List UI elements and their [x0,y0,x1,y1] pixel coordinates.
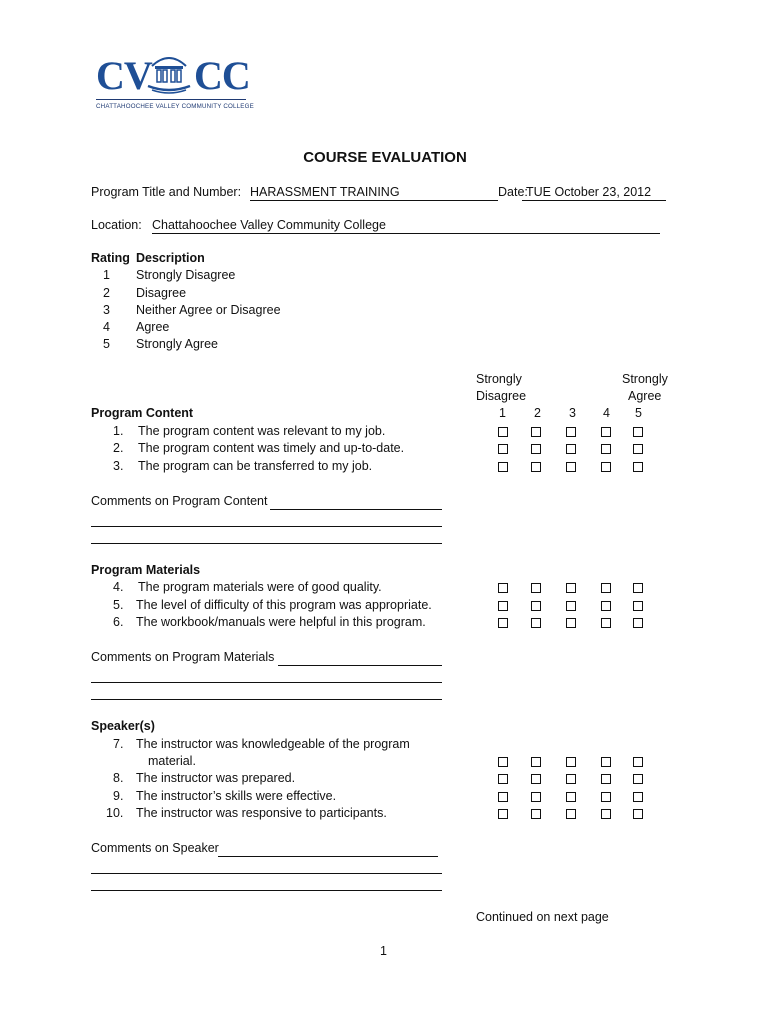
question-text: The program content was relevant to my job. [138,424,386,438]
question-text-continued: material. [148,754,196,768]
rating-checkbox-1[interactable] [498,774,508,784]
scale-number: 4 [603,406,610,420]
page-number: 1 [380,944,387,958]
section-heading-program-materials: Program Materials [91,563,201,577]
continued-note: Continued on next page [476,910,609,924]
logo-left-letters: CV [96,53,152,98]
legend-rating-description: Disagree [136,286,187,300]
rating-checkbox-4[interactable] [601,444,611,454]
comment-line[interactable] [91,890,442,891]
rating-checkbox-5[interactable] [633,809,643,819]
comments-label-speaker: Comments on Speaker [91,841,219,855]
question-number: 4. [113,580,124,594]
scale-left-label-top: Strongly [476,372,522,386]
rating-checkbox-2[interactable] [531,583,541,593]
comments-label-program-content: Comments on Program Content [91,494,268,508]
section-heading-speakers: Speaker(s) [91,719,155,733]
rating-checkbox-3[interactable] [566,757,576,767]
comments-label-program-materials: Comments on Program Materials [91,650,275,664]
scale-right-label-bottom: Agree [628,389,662,403]
question-text: The workbook/manuals were helpful in this program. [136,615,426,629]
question-text: The program content was timely and up-to-date. [138,441,405,455]
legend-rating-number: 5 [103,337,110,351]
rating-checkbox-4[interactable] [601,792,611,802]
question-text: The instructor was prepared. [136,771,296,785]
rating-checkbox-3[interactable] [566,427,576,437]
rating-checkbox-4[interactable] [601,757,611,767]
legend-rating-number: 1 [103,268,110,282]
legend-rating-number: 3 [103,303,110,317]
question-number: 6. [113,615,124,629]
legend-description-header: Description [136,251,205,265]
date-label: Date: [498,185,528,199]
comment-line[interactable] [91,526,442,527]
legend-rating-header: Rating [91,251,130,265]
comment-line[interactable] [91,873,442,874]
scale-left-label-bottom: Disagree [476,389,527,403]
rating-checkbox-4[interactable] [601,583,611,593]
location-underline [152,233,660,234]
logo-right-letters: CC [194,53,250,98]
scale-number: 5 [635,406,642,420]
comment-line[interactable] [270,509,442,510]
comment-line[interactable] [91,543,442,544]
rating-checkbox-4[interactable] [601,809,611,819]
rating-checkbox-2[interactable] [531,444,541,454]
rating-checkbox-5[interactable] [633,757,643,767]
rating-checkbox-5[interactable] [633,792,643,802]
rating-checkbox-3[interactable] [566,774,576,784]
logo-caption: CHATTAHOOCHEE VALLEY COMMUNITY COLLEGE [96,103,254,110]
program-title-value: HARASSMENT TRAINING [250,185,400,199]
program-title-label: Program Title and Number: [91,185,242,199]
rating-checkbox-5[interactable] [633,618,643,628]
program-title-underline [250,200,498,201]
rating-checkbox-4[interactable] [601,601,611,611]
rating-checkbox-2[interactable] [531,809,541,819]
rating-checkbox-3[interactable] [566,583,576,593]
rating-checkbox-1[interactable] [498,462,508,472]
question-number: 3. [113,459,124,473]
legend-rating-number: 2 [103,286,110,300]
location-value: Chattahoochee Valley Community College [152,218,386,232]
date-value: TUE October 23, 2012 [526,185,652,199]
legend-rating-description: Agree [136,320,170,334]
rating-checkbox-3[interactable] [566,444,576,454]
rating-checkbox-1[interactable] [498,757,508,767]
rating-checkbox-2[interactable] [531,601,541,611]
rating-checkbox-5[interactable] [633,774,643,784]
rating-checkbox-1[interactable] [498,792,508,802]
scale-number: 1 [499,406,506,420]
rating-checkbox-1[interactable] [498,444,508,454]
question-number: 1. [113,424,124,438]
rating-checkbox-1[interactable] [498,601,508,611]
question-text: The program materials were of good quality. [138,580,382,594]
question-number: 5. [113,598,124,612]
rating-checkbox-2[interactable] [531,618,541,628]
question-number: 10. [106,806,124,820]
scale-number: 3 [569,406,576,420]
rating-checkbox-3[interactable] [566,809,576,819]
rating-checkbox-3[interactable] [566,601,576,611]
rating-checkbox-4[interactable] [601,427,611,437]
rating-checkbox-5[interactable] [633,462,643,472]
legend-rating-description: Strongly Agree [136,337,218,351]
logo-rule [96,99,246,100]
question-text: The instructor was knowledgeable of the program [136,737,410,751]
legend-rating-description: Neither Agree or Disagree [136,303,281,317]
comment-line[interactable] [91,682,442,683]
rating-checkbox-2[interactable] [531,757,541,767]
section-heading-program-content: Program Content [91,406,194,420]
rating-checkbox-5[interactable] [633,583,643,593]
question-number: 2. [113,441,124,455]
scale-number: 2 [534,406,541,420]
rating-checkbox-5[interactable] [633,427,643,437]
rating-checkbox-4[interactable] [601,462,611,472]
scale-right-label-top: Strongly [622,372,668,386]
college-logo [94,42,254,118]
rating-checkbox-1[interactable] [498,583,508,593]
question-text: The program can be transferred to my job. [138,459,373,473]
rating-checkbox-3[interactable] [566,618,576,628]
rating-checkbox-4[interactable] [601,774,611,784]
question-text: The level of difficulty of this program was appropriate. [136,598,432,612]
rating-checkbox-3[interactable] [566,462,576,472]
rating-checkbox-1[interactable] [498,618,508,628]
question-text: The instructor was responsive to participants. [136,806,387,820]
rating-checkbox-5[interactable] [633,444,643,454]
rating-checkbox-1[interactable] [498,809,508,819]
rating-checkbox-2[interactable] [531,427,541,437]
page-title: COURSE EVALUATION [303,149,467,166]
question-number: 7. [113,737,124,751]
rating-checkbox-3[interactable] [566,792,576,802]
date-underline [522,200,666,201]
question-number: 9. [113,789,124,803]
building-emblem-icon [146,48,192,94]
rating-checkbox-4[interactable] [601,618,611,628]
rating-checkbox-2[interactable] [531,792,541,802]
rating-checkbox-5[interactable] [633,601,643,611]
legend-rating-number: 4 [103,320,110,334]
location-label: Location: [91,218,142,232]
comment-line[interactable] [91,699,442,700]
question-number: 8. [113,771,124,785]
rating-checkbox-1[interactable] [498,427,508,437]
rating-checkbox-2[interactable] [531,774,541,784]
comment-line[interactable] [218,856,438,857]
question-text: The instructor’s skills were effective. [136,789,337,803]
legend-rating-description: Strongly Disagree [136,268,236,282]
comment-line[interactable] [278,665,442,666]
rating-checkbox-2[interactable] [531,462,541,472]
